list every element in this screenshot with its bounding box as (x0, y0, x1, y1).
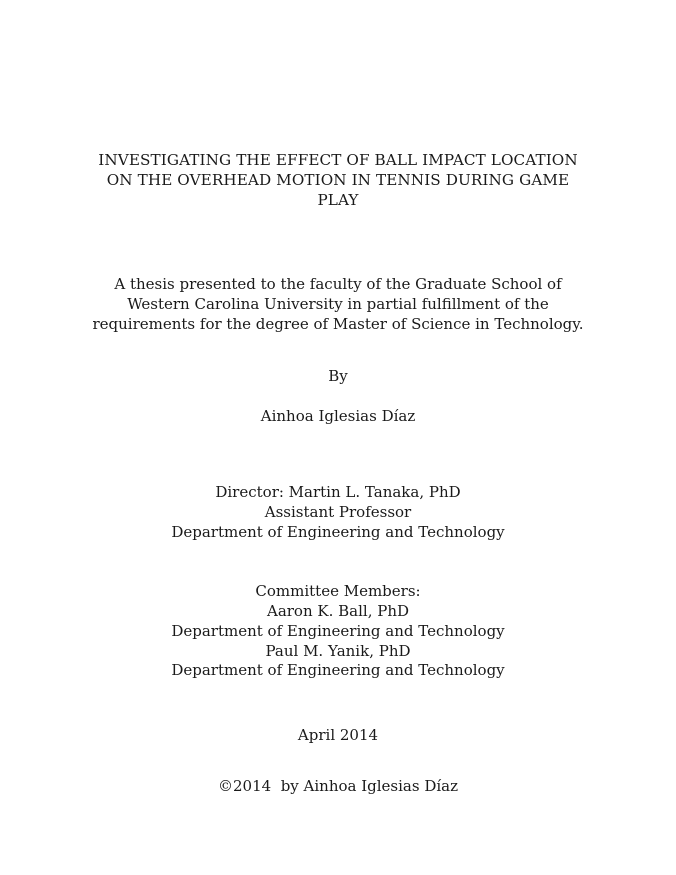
director-line: Director: Martin L. Tanaka, PhD (215, 483, 461, 501)
submission-date: April 2014 (297, 726, 379, 744)
copyright-line (0, 776, 676, 796)
copyright-icon: © (217, 777, 233, 795)
committee-member-1-department: Department of Engineering and Technology (171, 622, 505, 640)
title-line-2: ON THE OVERHEAD MOTION IN TENNIS DURING GAME (106, 171, 570, 189)
by-label: By (328, 367, 348, 385)
abstract-line-1: A thesis presented to the faculty of the Graduate School of (114, 275, 562, 293)
copyright-text: 2014 by Ainhoa Iglesias Díaz (232, 777, 459, 795)
abstract-line-2: Western Carolina University in partial fulfillment of the (127, 295, 549, 313)
committee-member-1-name: Aaron K. Ball, PhD (266, 602, 410, 620)
title-line-3: PLAY (317, 191, 359, 209)
director-title: Assistant Professor (264, 503, 412, 521)
committee-heading: Committee Members: (255, 582, 421, 600)
abstract-line-3: requirements for the degree of Master of Science in Technology. (92, 315, 584, 333)
director-department: Department of Engineering and Technology (171, 523, 505, 541)
committee-member-2-name: Paul M. Yanik, PhD (265, 642, 411, 660)
title-line-1: INVESTIGATING THE EFFECT OF BALL IMPACT LOCATION (98, 151, 578, 169)
committee-member-2-department: Department of Engineering and Technology (171, 661, 505, 679)
author-name: Ainhoa Iglesias Díaz (260, 407, 416, 425)
